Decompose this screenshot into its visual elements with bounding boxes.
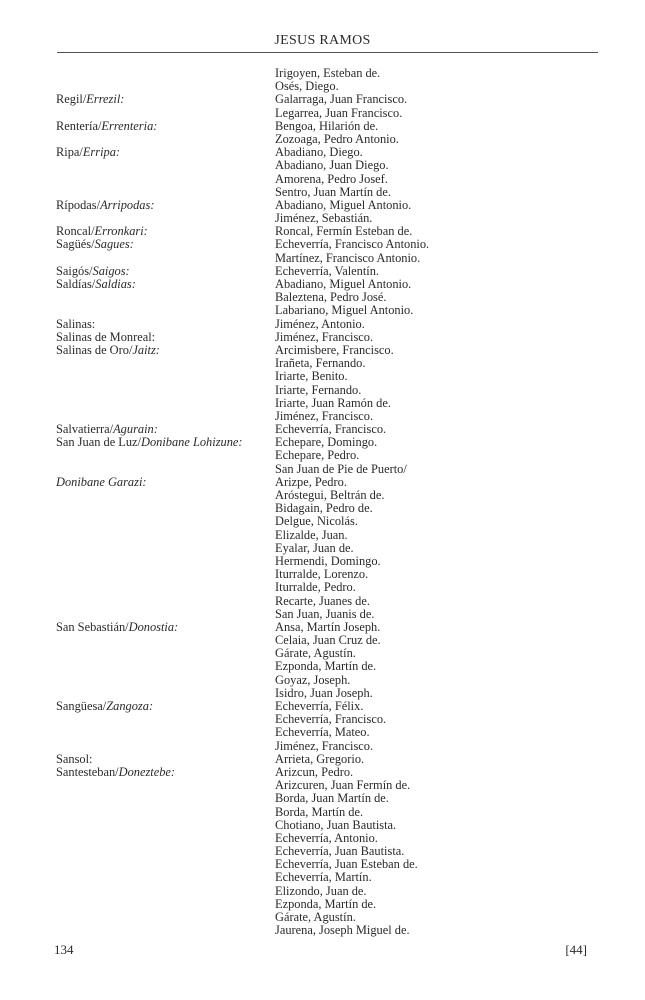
person-name: Jiménez, Francisco.	[275, 329, 374, 344]
entry-row	[0, 806, 645, 819]
entry-row	[0, 740, 645, 753]
entry-row	[0, 726, 645, 739]
person-name: Arcimisbere, Francisco.	[275, 342, 394, 357]
person-name: Echeverría, Francisco.	[275, 422, 387, 437]
person-name: Jiménez, Sebastián.	[275, 211, 373, 226]
place-label	[56, 476, 147, 489]
place-basque: Doneztebe:	[118, 764, 176, 779]
person-name: Galarraga, Juan Francisco.	[275, 92, 408, 107]
person-name: Ezponda, Martín de.	[275, 659, 377, 674]
place-spanish: Salinas de Oro/	[56, 342, 133, 357]
place-basque: Arripodas:	[100, 197, 155, 212]
person-name: Echeverría, Mateo.	[275, 725, 370, 740]
place-basque: Sagues:	[94, 237, 134, 252]
person-name: Echeverría, Valentín.	[275, 263, 380, 278]
person-name: Eyalar, Juan de.	[275, 540, 354, 555]
person-name: Arizpe, Pedro.	[275, 474, 347, 489]
person-name: Chotiano, Juan Bautista.	[275, 817, 397, 832]
place-basque: Zangoza:	[106, 699, 154, 713]
place-basque: Agurain:	[113, 422, 158, 437]
person-name: Elizondo, Juan de.	[275, 883, 367, 898]
place-spanish: Salinas de Monreal:	[56, 329, 156, 344]
person-name: Aróstegui, Beltrán de.	[275, 488, 385, 502]
person-name: Abadiano, Miguel Antonio.	[275, 197, 412, 212]
place-spanish: Roncal/	[56, 224, 95, 239]
entry-row	[0, 93, 645, 106]
person-name: Abadiano, Diego.	[275, 145, 363, 160]
person-name: Borda, Juan Martín de.	[275, 791, 389, 806]
person-name: Iturralde, Lorenzo.	[275, 567, 369, 582]
person-name: Echeverría, Francisco.	[275, 712, 387, 727]
place-basque: Errezil:	[86, 92, 125, 107]
place-label	[56, 766, 175, 779]
person-name: Gárate, Agustín.	[275, 646, 356, 661]
page-number: 134	[54, 942, 74, 957]
person-name: Celaia, Juan Cruz de.	[275, 633, 381, 648]
person-name: Echeverría, Félix.	[275, 699, 364, 713]
place-spanish: Salvatierra/	[56, 422, 114, 437]
entry-row	[0, 674, 645, 687]
person-name: Arizcun, Pedro.	[275, 764, 354, 779]
person-name: Martínez, Francisco Antonio.	[275, 250, 421, 265]
person-name: Abadiano, Miguel Antonio.	[275, 277, 412, 291]
entry-row	[0, 120, 645, 133]
place-spanish: Saigós/	[56, 263, 93, 278]
place-spanish: Sangüesa/	[56, 699, 107, 713]
place-spanish: Rentería/	[56, 118, 102, 133]
header-rule	[57, 52, 598, 53]
entry-row	[0, 885, 645, 898]
entry-row	[0, 819, 645, 832]
place-label	[56, 278, 136, 291]
place-label	[56, 93, 124, 106]
running-header: JESUS RAMOS	[274, 33, 371, 48]
entry-row	[0, 449, 645, 462]
place-spanish: Rípodas/	[56, 197, 101, 212]
entry-row	[0, 542, 645, 555]
person-name: Echeverría, Antonio.	[275, 830, 378, 845]
person-name: Arizcuren, Juan Fermín de.	[275, 778, 411, 793]
place-spanish: Ripa/	[56, 145, 83, 160]
original-page-number: [44]	[565, 942, 587, 957]
place-label	[56, 146, 120, 159]
entry-row	[0, 159, 645, 172]
person-name: Amorena, Pedro Josef.	[275, 171, 388, 186]
person-name: Isidro, Juan Joseph.	[275, 685, 373, 700]
person-name: Recarte, Juanes de.	[275, 593, 370, 608]
place-label	[56, 120, 157, 133]
person-name: Iriarte, Fernando.	[275, 382, 362, 397]
person-name: Iturralde, Pedro.	[275, 580, 356, 595]
place-basque: Errenteria:	[101, 118, 158, 133]
entry-row	[0, 529, 645, 542]
person-name: Jiménez, Francisco.	[275, 408, 374, 423]
person-name: Labariano, Miguel Antonio.	[275, 303, 414, 318]
person-name: Osés, Diego.	[275, 79, 339, 94]
entry-row	[0, 595, 645, 608]
person-name: Elizalde, Juan.	[275, 527, 348, 542]
place-label	[56, 621, 178, 634]
person-name: Echeverría, Juan Bautista.	[275, 844, 405, 859]
person-name: Iriarte, Juan Ramón de.	[275, 395, 391, 410]
person-name: Echepare, Pedro.	[275, 448, 360, 463]
person-name: Bidagain, Pedro de.	[275, 501, 373, 516]
entry-row	[0, 238, 645, 251]
entry-row	[0, 384, 645, 397]
person-name: Abadiano, Juan Diego.	[275, 158, 389, 173]
person-name: Ezponda, Martín de.	[275, 896, 377, 911]
person-name: Delgue, Nicolás.	[275, 514, 358, 529]
person-name: Ansa, Martín Joseph.	[275, 619, 381, 634]
place-spanish: San Juan de Luz/	[56, 435, 141, 450]
person-name: Echepare, Domingo.	[275, 435, 378, 450]
place-spanish: Sansol:	[56, 751, 93, 766]
person-name: Echeverría, Juan Esteban de.	[275, 857, 418, 872]
person-name: Echeverría, Francisco Antonio.	[275, 237, 430, 252]
place-spanish: Salinas:	[56, 316, 96, 331]
entry-row	[0, 792, 645, 805]
place-label	[56, 199, 154, 212]
entry-row	[0, 173, 645, 186]
person-name: Legarrea, Juan Francisco.	[275, 105, 403, 120]
place-spanish: Santesteban/	[56, 764, 119, 779]
person-name: Baleztena, Pedro José.	[275, 290, 387, 305]
person-name: Jiménez, Francisco.	[275, 738, 374, 753]
place-label	[56, 344, 160, 357]
entry-row	[0, 515, 645, 528]
person-name: Hermendi, Domingo.	[275, 553, 381, 568]
person-name: Zozoaga, Pedro Antonio.	[275, 131, 399, 146]
place-basque: Erripa:	[82, 145, 121, 160]
entry-row	[0, 924, 645, 937]
place-basque: Jaitz:	[132, 342, 160, 357]
place-spanish: Saldías/	[56, 277, 96, 291]
person-name: Bengoa, Hilarión de.	[275, 118, 379, 133]
person-name: Arrieta, Gregorio.	[275, 751, 365, 766]
person-name: Irigoyen, Esteban de.	[275, 66, 381, 80]
entry-row	[0, 304, 645, 317]
place-basque: Saldias:	[95, 277, 136, 291]
person-name: Goyaz, Joseph.	[275, 672, 351, 687]
person-name: Sentro, Juan Martín de.	[275, 184, 391, 199]
person-name: Jaurena, Joseph Miguel de.	[275, 923, 410, 938]
place-basque: Donibane Garazi:	[56, 474, 147, 489]
person-name: Jiménez, Antonio.	[275, 316, 365, 331]
person-name: San Juan de Pie de Puerto/	[275, 461, 407, 476]
place-spanish: San Sebastián/	[56, 619, 129, 634]
person-name: Roncal, Fermín Esteban de.	[275, 224, 413, 239]
place-basque: Donostia:	[128, 619, 179, 634]
entry-row	[0, 871, 645, 884]
person-name: Echeverría, Martín.	[275, 870, 372, 885]
person-name: Gárate, Agustín.	[275, 910, 356, 924]
person-name: San Juan, Juanis de.	[275, 606, 375, 621]
person-name: Borda, Martín de.	[275, 804, 364, 819]
place-label	[56, 700, 153, 713]
place-name-list	[0, 67, 645, 937]
person-name: Irañeta, Fernando.	[275, 356, 366, 371]
entry-row	[0, 397, 645, 410]
entry-row	[0, 660, 645, 673]
place-label	[56, 238, 134, 251]
place-label	[56, 436, 243, 449]
person-name: Iriarte, Benito.	[275, 369, 348, 384]
place-spanish: Sagüés/	[56, 237, 95, 252]
entry-row	[0, 581, 645, 594]
place-basque: Saigos:	[92, 263, 130, 278]
place-basque: Erronkari:	[94, 224, 148, 239]
entry-row	[0, 370, 645, 383]
place-spanish: Regil/	[56, 92, 87, 107]
place-basque: Donibane Lohizune:	[141, 435, 243, 450]
